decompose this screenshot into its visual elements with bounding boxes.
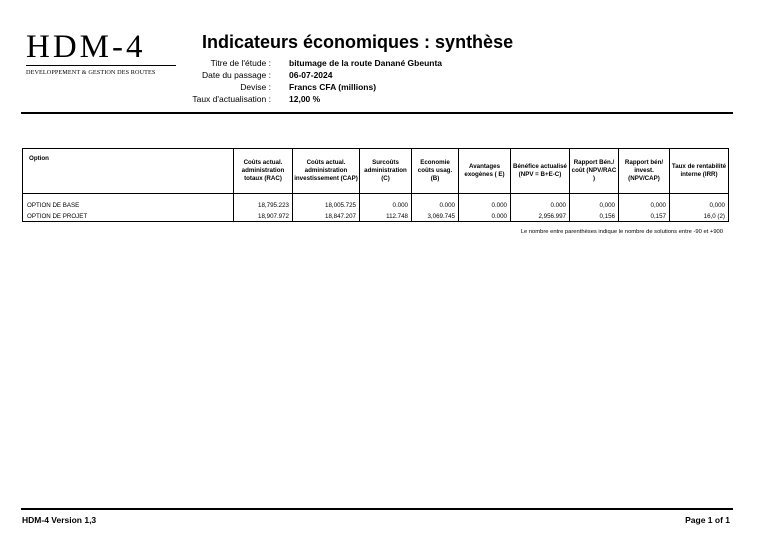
meta-row-discount (180, 93, 442, 105)
table-cell: 2,956.997 (511, 210, 570, 222)
column-header: Bénéfice actualisé (NPV = B+E-C) (511, 149, 570, 194)
column-header: Coûts actual. administration totaux (RAC) (234, 149, 293, 194)
table-cell: 3,069.745 (412, 210, 459, 222)
table-cell: 0.000 (459, 199, 511, 210)
table-cell: 18,907.972 (234, 210, 293, 222)
logo-text: HDM-4 (26, 29, 146, 65)
meta-value: bitumage de la route Danané Gbeunta (289, 58, 443, 68)
report-meta (180, 57, 442, 105)
logo-rule (26, 65, 176, 66)
table-cell: 0,157 (619, 210, 670, 222)
meta-row-study (180, 57, 442, 69)
meta-label: Devise : (240, 82, 271, 92)
table-cell: 112.748 (360, 210, 412, 222)
meta-value: 12,00 % (289, 94, 321, 104)
table-cell: OPTION DE BASE (23, 199, 234, 210)
table-row (23, 199, 729, 210)
column-header: Avantages exogènes ( E) (459, 149, 511, 194)
report-title: Indicateurs économiques : synthèse (202, 32, 514, 52)
table-cell: 0.000 (459, 210, 511, 222)
table-cell: 0,000 (670, 199, 729, 210)
footer-divider (21, 508, 733, 510)
table-cell: 16,0 (2) (670, 210, 729, 222)
table-cell: 0,156 (570, 210, 619, 222)
table-cell: OPTION DE PROJET (23, 210, 234, 222)
table-cell: 0.000 (412, 199, 459, 210)
meta-row-date (180, 69, 442, 81)
meta-row-currency (180, 81, 442, 93)
column-header: Taux de rentabilité interne (IRR) (670, 149, 729, 194)
column-header: Rapport Bén./ coût (NPV/RAC ) (570, 149, 619, 194)
table-cell: 0,000 (570, 199, 619, 210)
column-header: Rapport bén/ invest. (NPV/CAP) (619, 149, 670, 194)
footer-page-number: Page 1 of 1 (685, 515, 730, 525)
table-footnote: Le nombre entre parenthèses indique le nombre de solutions entre -90 et +900 (520, 229, 723, 235)
column-header: Coûts actual. administration investissement (CAP) (293, 149, 360, 194)
table-cell: 0,000 (619, 199, 670, 210)
column-header: Surcoûts administration (C) (360, 149, 412, 194)
hdm4-logo (26, 30, 178, 76)
column-header: Economie coûts usag. (B) (412, 149, 459, 194)
table-row (23, 210, 729, 222)
logo-subtitle: DEVELOPPEMENT & GESTION DES ROUTES (26, 69, 156, 76)
header-divider (21, 112, 733, 114)
footer-version: HDM-4 Version 1,3 (22, 515, 97, 525)
table-cell: 0.000 (511, 199, 570, 210)
meta-value: 06-07-2024 (289, 70, 333, 80)
table-cell: 0.000 (360, 199, 412, 210)
meta-label: Date du passage : (202, 70, 271, 80)
table-cell: 18,847.207 (293, 210, 360, 222)
meta-value: Francs CFA (millions) (289, 82, 377, 92)
table-cell: 18,005.725 (293, 199, 360, 210)
column-header: Option (23, 149, 234, 194)
meta-label: Taux d'actualisation : (192, 94, 271, 104)
table-cell: 18,795.223 (234, 199, 293, 210)
indicators-table (22, 148, 729, 222)
table-header-row (23, 149, 729, 194)
meta-label: Titre de l'étude : (210, 58, 271, 68)
